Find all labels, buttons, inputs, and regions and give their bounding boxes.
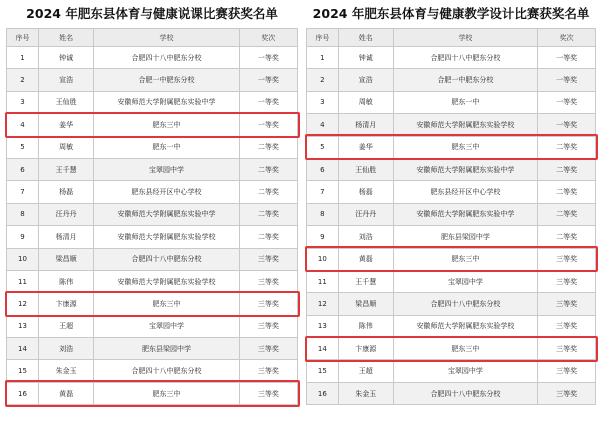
award-level: 一等奖 xyxy=(239,114,297,136)
school-name: 安徽师范大学附属肥东实验中学 xyxy=(393,203,538,225)
col-header-school: 学校 xyxy=(94,29,240,47)
school-name: 肥东一中 xyxy=(393,91,538,113)
table-row xyxy=(307,203,596,225)
lecture-competition-panel xyxy=(6,0,298,405)
table-row xyxy=(307,270,596,292)
winner-name: 周敏 xyxy=(39,136,94,158)
table-row xyxy=(307,181,596,203)
award-level: 三等奖 xyxy=(538,293,596,315)
winner-name: 杨磊 xyxy=(338,181,393,203)
award-level: 三等奖 xyxy=(239,315,297,337)
award-level: 二等奖 xyxy=(239,158,297,180)
row-index: 2 xyxy=(7,69,39,91)
school-name: 肥东县梁园中学 xyxy=(94,338,240,360)
award-level: 三等奖 xyxy=(538,360,596,382)
table-row xyxy=(7,158,298,180)
table-header-row xyxy=(7,29,298,47)
table-row xyxy=(7,293,298,315)
table-row xyxy=(307,338,596,360)
award-level: 二等奖 xyxy=(239,226,297,248)
award-level: 三等奖 xyxy=(538,315,596,337)
table-row xyxy=(7,226,298,248)
school-name: 宝翠园中学 xyxy=(94,315,240,337)
row-index: 10 xyxy=(7,248,39,270)
teaching-design-award-table xyxy=(306,28,596,405)
table-row xyxy=(7,360,298,382)
award-level: 二等奖 xyxy=(538,158,596,180)
table-row xyxy=(7,248,298,270)
school-name: 肥东一中 xyxy=(94,136,240,158)
award-level: 三等奖 xyxy=(239,270,297,292)
row-index: 16 xyxy=(307,382,339,404)
school-name: 合肥四十八中肥东分校 xyxy=(393,293,538,315)
winner-name: 周敏 xyxy=(338,91,393,113)
school-name: 安徽师范大学附属肥东实验中学 xyxy=(94,91,240,113)
row-index: 5 xyxy=(7,136,39,158)
table-row xyxy=(307,69,596,91)
award-level: 三等奖 xyxy=(239,382,297,404)
row-index: 6 xyxy=(307,158,339,180)
table-row xyxy=(7,47,298,69)
award-level: 三等奖 xyxy=(538,338,596,360)
table-row xyxy=(307,360,596,382)
winner-name: 黄磊 xyxy=(39,382,94,404)
row-index: 7 xyxy=(307,181,339,203)
table-row xyxy=(7,69,298,91)
award-level: 一等奖 xyxy=(239,91,297,113)
award-level: 三等奖 xyxy=(538,248,596,270)
row-index: 11 xyxy=(7,270,39,292)
winner-name: 钟诚 xyxy=(338,47,393,69)
table-row xyxy=(307,114,596,136)
col-header-school: 学校 xyxy=(393,29,538,47)
winner-name: 宣浩 xyxy=(338,69,393,91)
award-level: 二等奖 xyxy=(538,203,596,225)
winner-name: 汪丹丹 xyxy=(39,203,94,225)
row-index: 14 xyxy=(307,338,339,360)
school-name: 合肥四十八中肥东分校 xyxy=(94,47,240,69)
award-level: 二等奖 xyxy=(538,181,596,203)
winner-name: 王超 xyxy=(338,360,393,382)
award-level: 一等奖 xyxy=(239,69,297,91)
winner-name: 姜华 xyxy=(338,136,393,158)
row-index: 4 xyxy=(7,114,39,136)
row-index: 5 xyxy=(307,136,339,158)
table-row xyxy=(7,203,298,225)
award-level: 一等奖 xyxy=(538,114,596,136)
award-level: 三等奖 xyxy=(239,360,297,382)
lecture-list-title: 2024 年肥东县体育与健康说课比赛获奖名单 xyxy=(26,6,278,21)
winner-name: 梁昌顺 xyxy=(39,248,94,270)
table-row xyxy=(7,315,298,337)
winner-name: 朱金玉 xyxy=(39,360,94,382)
col-header-award: 奖次 xyxy=(538,29,596,47)
row-index: 3 xyxy=(307,91,339,113)
winner-name: 王仙胜 xyxy=(39,91,94,113)
winner-name: 王千慧 xyxy=(39,158,94,180)
school-name: 肥东县经开区中心学校 xyxy=(393,181,538,203)
row-index: 9 xyxy=(7,226,39,248)
winner-name: 刘浩 xyxy=(39,338,94,360)
award-level: 三等奖 xyxy=(538,382,596,404)
school-name: 安徽师范大学附属肥东实验学校 xyxy=(94,270,240,292)
school-name: 肥东三中 xyxy=(94,293,240,315)
table-row xyxy=(7,91,298,113)
table-row xyxy=(307,293,596,315)
table-row xyxy=(7,338,298,360)
winner-name: 汪丹丹 xyxy=(338,203,393,225)
winner-name: 陈伟 xyxy=(338,315,393,337)
award-level: 一等奖 xyxy=(538,91,596,113)
table-row xyxy=(7,114,298,136)
lecture-award-table xyxy=(6,28,298,405)
row-index: 11 xyxy=(307,270,339,292)
row-index: 6 xyxy=(7,158,39,180)
winner-name: 钟诚 xyxy=(39,47,94,69)
winner-name: 杨清月 xyxy=(39,226,94,248)
row-index: 1 xyxy=(307,47,339,69)
winner-name: 王仙胜 xyxy=(338,158,393,180)
award-level: 三等奖 xyxy=(239,248,297,270)
table-row xyxy=(7,136,298,158)
teaching-design-table-body xyxy=(307,47,596,405)
school-name: 合肥一中肥东分校 xyxy=(94,69,240,91)
row-index: 16 xyxy=(7,382,39,404)
award-level: 三等奖 xyxy=(239,293,297,315)
row-index: 2 xyxy=(307,69,339,91)
row-index: 15 xyxy=(307,360,339,382)
table-row xyxy=(307,136,596,158)
table-row xyxy=(7,181,298,203)
school-name: 肥东三中 xyxy=(393,338,538,360)
award-level: 二等奖 xyxy=(538,226,596,248)
row-index: 8 xyxy=(307,203,339,225)
teaching-design-list-title: 2024 年肥东县体育与健康教学设计比赛获奖名单 xyxy=(312,6,590,21)
winner-name: 宣浩 xyxy=(39,69,94,91)
row-index: 1 xyxy=(7,47,39,69)
row-index: 4 xyxy=(307,114,339,136)
award-level: 二等奖 xyxy=(239,136,297,158)
winner-name: 杨磊 xyxy=(39,181,94,203)
school-name: 安徽师范大学附属肥东实验学校 xyxy=(393,114,538,136)
winner-name: 刘浩 xyxy=(338,226,393,248)
row-index: 12 xyxy=(7,293,39,315)
award-level: 一等奖 xyxy=(538,47,596,69)
school-name: 合肥四十八中肥东分校 xyxy=(94,360,240,382)
award-level: 三等奖 xyxy=(239,338,297,360)
school-name: 肥东三中 xyxy=(393,248,538,270)
school-name: 安徽师范大学附属肥东实验中学 xyxy=(393,158,538,180)
winner-name: 陈伟 xyxy=(39,270,94,292)
award-level: 一等奖 xyxy=(538,69,596,91)
winner-name: 王超 xyxy=(39,315,94,337)
award-level: 二等奖 xyxy=(538,136,596,158)
winner-name: 梁昌顺 xyxy=(338,293,393,315)
table-header-row xyxy=(307,29,596,47)
table-row xyxy=(7,270,298,292)
table-row xyxy=(7,382,298,404)
table-row xyxy=(307,315,596,337)
school-name: 肥东县经开区中心学校 xyxy=(94,181,240,203)
winner-name: 姜华 xyxy=(39,114,94,136)
winner-name: 朱金玉 xyxy=(338,382,393,404)
row-index: 13 xyxy=(307,315,339,337)
award-level: 一等奖 xyxy=(239,47,297,69)
table-row xyxy=(307,91,596,113)
winner-name: 黄磊 xyxy=(338,248,393,270)
school-name: 安徽师范大学附属肥东实验中学 xyxy=(94,203,240,225)
table-row xyxy=(307,226,596,248)
school-name: 合肥一中肥东分校 xyxy=(393,69,538,91)
school-name: 肥东县梁园中学 xyxy=(393,226,538,248)
row-index: 10 xyxy=(307,248,339,270)
award-level: 二等奖 xyxy=(239,203,297,225)
school-name: 宝翠园中学 xyxy=(393,360,538,382)
school-name: 合肥四十八中肥东分校 xyxy=(94,248,240,270)
award-level: 三等奖 xyxy=(538,270,596,292)
school-name: 宝翠园中学 xyxy=(393,270,538,292)
school-name: 肥东三中 xyxy=(94,382,240,404)
school-name: 肥东三中 xyxy=(94,114,240,136)
award-level: 二等奖 xyxy=(239,181,297,203)
row-index: 12 xyxy=(307,293,339,315)
row-index: 9 xyxy=(307,226,339,248)
row-index: 8 xyxy=(7,203,39,225)
row-index: 3 xyxy=(7,91,39,113)
col-header-name: 姓名 xyxy=(338,29,393,47)
school-name: 安徽师范大学附属肥东实验学校 xyxy=(94,226,240,248)
teaching-design-panel xyxy=(306,0,596,405)
row-index: 14 xyxy=(7,338,39,360)
winner-name: 王千慧 xyxy=(338,270,393,292)
col-header-index: 序号 xyxy=(307,29,339,47)
winner-name: 卞康源 xyxy=(39,293,94,315)
col-header-index: 序号 xyxy=(7,29,39,47)
winner-name: 卞康源 xyxy=(338,338,393,360)
winner-name: 杨清月 xyxy=(338,114,393,136)
school-name: 合肥四十八中肥东分校 xyxy=(393,47,538,69)
lecture-table-body xyxy=(7,47,298,405)
school-name: 合肥四十八中肥东分校 xyxy=(393,382,538,404)
row-index: 15 xyxy=(7,360,39,382)
school-name: 安徽师范大学附属肥东实验学校 xyxy=(393,315,538,337)
school-name: 肥东三中 xyxy=(393,136,538,158)
row-index: 13 xyxy=(7,315,39,337)
col-header-award: 奖次 xyxy=(239,29,297,47)
table-row xyxy=(307,382,596,404)
table-row xyxy=(307,248,596,270)
row-index: 7 xyxy=(7,181,39,203)
school-name: 宝翠园中学 xyxy=(94,158,240,180)
table-row xyxy=(307,47,596,69)
col-header-name: 姓名 xyxy=(39,29,94,47)
table-row xyxy=(307,158,596,180)
